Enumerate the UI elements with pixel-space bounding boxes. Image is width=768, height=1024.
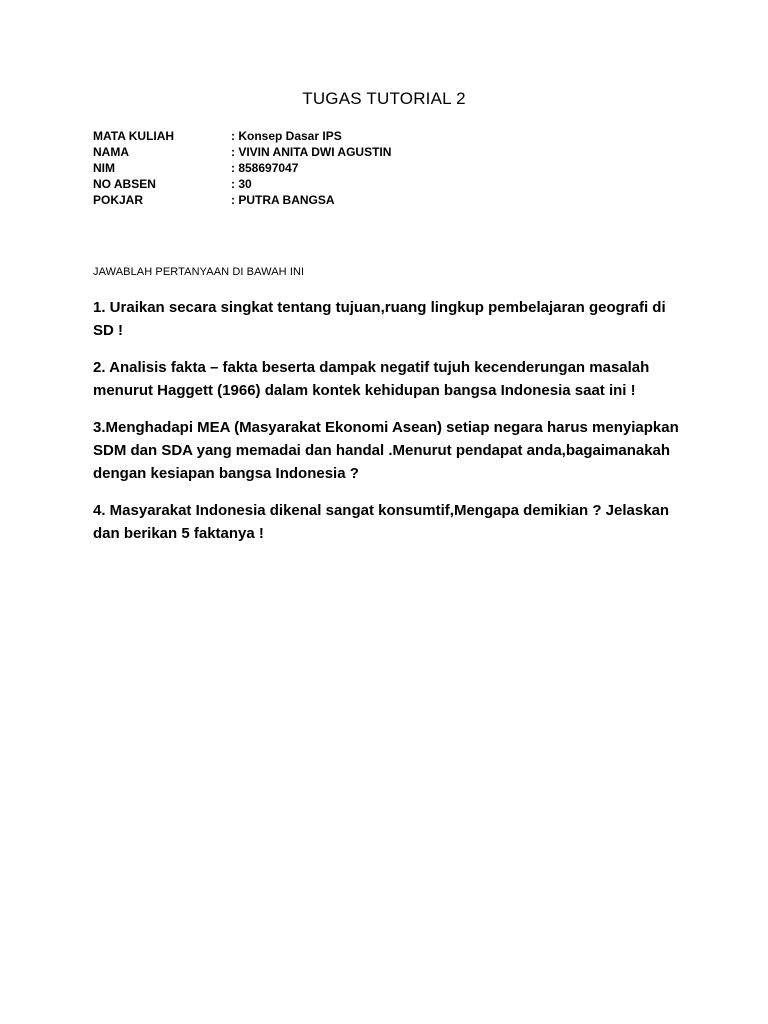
info-label: NIM	[93, 161, 115, 175]
info-label: POKJAR	[93, 193, 144, 207]
info-label: MATA KULIAH	[93, 129, 175, 143]
info-row-course	[93, 128, 391, 144]
question-item: 4. Masyarakat Indonesia dikenal sangat konsumtif,Mengapa demikian ? Jelaskan dan berikan 5 faktanya !	[93, 502, 670, 542]
question-item: 1. Uraikan secara singkat tentang tujuan,ruang lingkup pembelajaran geografi di SD !	[93, 299, 666, 339]
info-row-nim	[93, 160, 391, 176]
info-label: NO ABSEN	[93, 177, 156, 191]
info-row-name	[93, 144, 391, 160]
document-title: TUGAS TUTORIAL 2	[302, 89, 466, 108]
info-label: NAMA	[93, 145, 129, 159]
question-list	[93, 296, 683, 559]
info-value: : 858697047	[231, 161, 299, 175]
info-value: : 30	[231, 177, 252, 191]
info-value: : Konsep Dasar IPS	[231, 129, 342, 143]
student-info-table	[93, 128, 391, 208]
instruction-text: JAWABLAH PERTANYAAN DI BAWAH INI	[93, 266, 305, 278]
info-row-pokjar	[93, 192, 391, 208]
info-value: : PUTRA BANGSA	[231, 193, 335, 207]
info-row-absen	[93, 176, 391, 192]
question-item: 3.Menghadapi MEA (Masyarakat Ekonomi Asean) setiap negara harus menyiapkan SDM dan SDA yang memadai dan handal .Menurut pendapat anda,bagaimanakah dengan kesiapan bangsa Indonesia ?	[93, 419, 679, 482]
info-value: : VIVIN ANITA DWI AGUSTIN	[231, 145, 392, 159]
question-item: 2. Analisis fakta – fakta beserta dampak negatif tujuh kecenderungan masalah menurut Haggett (1966) dalam kontek kehidupan bangsa Indonesia saat ini !	[93, 359, 650, 399]
